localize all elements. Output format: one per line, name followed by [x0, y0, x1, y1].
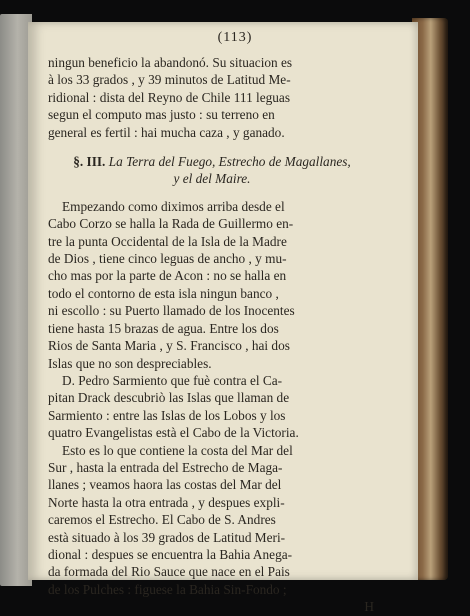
text-line: D. Pedro Sarmiento que fuè contra el Ca-: [62, 372, 283, 388]
paragraph-2: [48, 198, 376, 372]
text-line: dional : despues se encuentra la Bahia Anega-: [48, 546, 293, 562]
section-heading: [48, 153, 376, 188]
page-number: (113): [217, 30, 253, 45]
text-line: da formada del Rio Sauce que nace en el Pais: [48, 564, 290, 580]
text-line: todo el contorno de esta isla ningun banco ,: [48, 285, 279, 301]
text-line: segun el computo mas justo : su terreno en: [48, 107, 275, 123]
text-line: està situado à los 39 grados de Latitud Meri-: [48, 529, 286, 545]
text-line: ningun beneficio la abandonó. Su situacion es: [48, 55, 293, 70]
text-line: Sarmiento : entre las Islas de los Lobos y los: [48, 407, 286, 423]
text-line: Esto es lo que contiene la costa del Mar del: [62, 442, 293, 458]
page-text: [48, 54, 376, 616]
section-number: §. III.: [73, 154, 106, 170]
paragraph-3: [48, 372, 376, 442]
text-line: tiene hasta 15 brazas de agua. Entre los dos: [48, 320, 279, 336]
section-title-line-2: y el del Maire.: [173, 171, 251, 187]
signature-mark: H: [364, 599, 374, 615]
text-line: Cabo Corzo se halla la Rada de Guillermo en-: [48, 216, 294, 232]
text-line: de Dios , tiene cinco leguas de ancho , y mu-: [48, 251, 287, 267]
section-title-line-1: La Terra del Fuego, Estrecho de Magallanes,: [108, 154, 351, 170]
text-line: ni escollo : su Puerto llamado de los Inocentes: [48, 303, 295, 319]
paragraph-1: [48, 54, 376, 141]
text-line: llanes ; veamos haora las costas del Mar del: [48, 477, 282, 493]
text-line: Sur , hasta la entrada del Estrecho de Maga-: [48, 459, 283, 475]
text-line: Islas que no son despreciables.: [48, 355, 212, 371]
text-line: de los Pulches : figuese la Bahia Sin-Fondo ;: [48, 581, 287, 597]
text-line: Empezando como diximos arriba desde el: [62, 198, 285, 214]
text-line: caremos el Estrecho. El Cabo de S. Andres: [48, 512, 276, 528]
paragraph-4: [48, 442, 376, 599]
text-line: quatro Evangelistas està el Cabo de la Victoria.: [48, 425, 299, 441]
text-line: ridional : dista del Reyno de Chile 111 leguas: [48, 89, 291, 105]
text-line: tre la punta Occidental de la Isla de la Madre: [48, 233, 287, 249]
text-line: general es fertil : hai mucha caza , y ganado.: [48, 124, 285, 140]
text-line: à los 33 grados , y 39 minutos de Latitud Me-: [48, 72, 291, 88]
text-line: Norte hasta la otra entrada , y despues expli-: [48, 494, 285, 510]
text-line: pitan Drack descubriò las Islas que llaman de: [48, 390, 290, 406]
text-line: cho mas por la parte de Acon : no se halla en: [48, 268, 287, 284]
text-line: Rios de Santa Maria , y S. Francisco , hai dos: [48, 338, 290, 354]
